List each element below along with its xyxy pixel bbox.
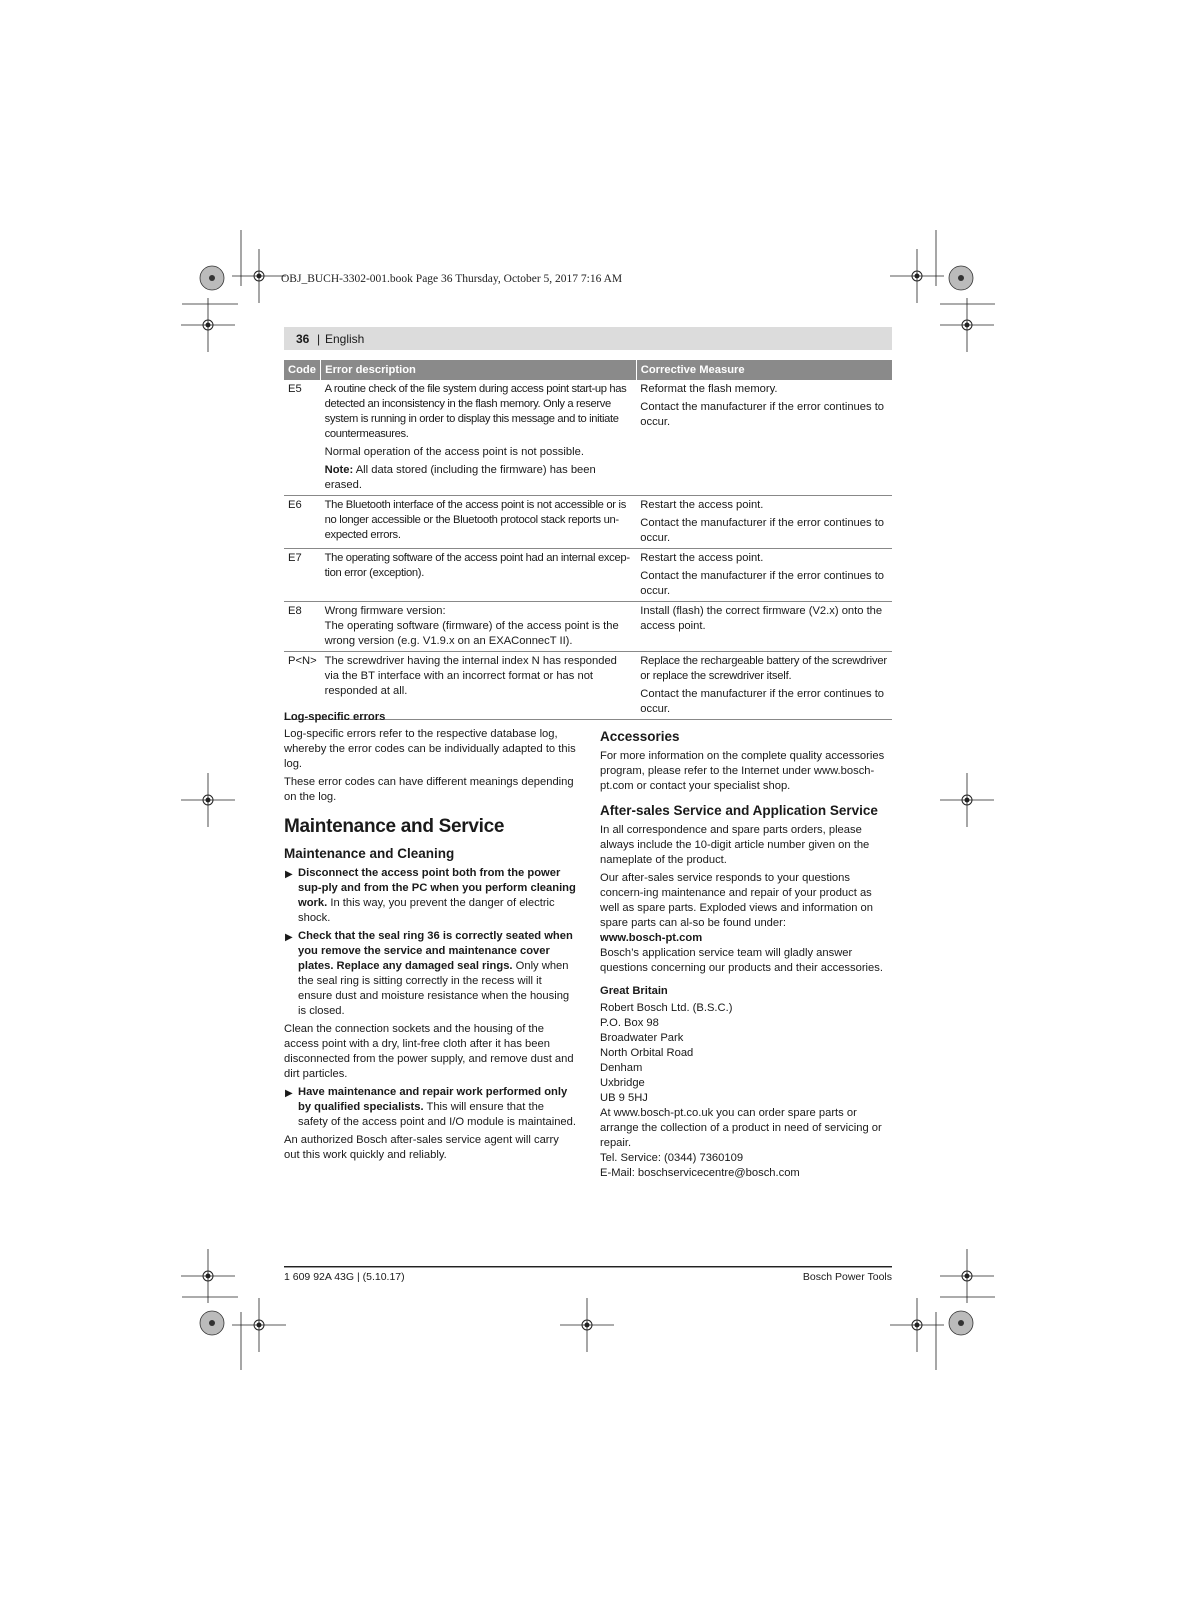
tel-service: Tel. Service: (0344) 7360109	[600, 1152, 744, 1164]
description-text: Normal operation of the access point is not possible.	[324, 446, 584, 458]
measure-text: Contact the manufacturer if the error continues to occur.	[640, 517, 885, 544]
corrective-measure	[636, 380, 892, 496]
column-header-description: Error description	[321, 360, 637, 380]
address-line: Robert Bosch Ltd. (B.S.C.)	[600, 1002, 733, 1014]
after-sales-paragraph: Our after-sales service responds to your questions concern-ing maintenance and repair of your product as well as spare parts. Exploded views and information on spare parts can al-so be found under:	[600, 872, 873, 929]
great-britain-heading: Great Britain	[600, 985, 668, 997]
error-description	[321, 549, 637, 602]
error-code: E7	[284, 549, 321, 602]
table-row	[284, 549, 892, 602]
corrective-measure	[636, 652, 892, 720]
measure-text: Restart the access point.	[640, 552, 764, 564]
address-line: UB 9 5HJ	[600, 1092, 648, 1104]
description-text: Wrong firmware version:	[324, 605, 446, 617]
error-code: E8	[284, 602, 321, 652]
description-text: The screwdriver having the internal index N has responded via the BT interface with an incorrect format or has not responded at all.	[324, 655, 617, 697]
error-code: E5	[284, 380, 321, 496]
measure-text: Replace the rechargeable battery of the screwdriver or replace the screwdriver itself.	[640, 655, 887, 682]
bullet-item	[284, 866, 576, 926]
bullet-arrow-icon: ▶	[285, 1088, 293, 1099]
log-errors-paragraph: These error codes can have different meanings depending on the log.	[284, 776, 574, 803]
error-code: E6	[284, 496, 321, 549]
address-line: Uxbridge	[600, 1077, 645, 1089]
measure-text: Contact the manufacturer if the error continues to occur.	[640, 570, 885, 597]
description-text: A routine check of the file system during access point start-up has detected an inconsistency in the flash memory. Only a reserve system is running in order to display this message and to initiate countermeasures.	[324, 383, 627, 440]
table-row	[284, 380, 892, 496]
bullet-bold-text: Have maintenance and repair work performed only by qualified specialists.	[298, 1086, 568, 1113]
address-line: Denham	[600, 1062, 643, 1074]
address-line: P.O. Box 98	[600, 1017, 659, 1029]
bullet-bold-text: Disconnect the access point both from the power sup-ply and from the PC when you perform cleaning work.	[298, 867, 576, 909]
maintenance-service-heading: Maintenance and Service	[284, 816, 505, 837]
email-contact: E-Mail: boschservicecentre@bosch.com	[600, 1167, 800, 1179]
log-errors-paragraph: Log-specific errors refer to the respective database log, whereby the error codes can be individually adapted to this log.	[284, 728, 576, 770]
description-note	[325, 463, 633, 493]
page-number: 36	[296, 332, 310, 346]
bullet-text: This will ensure that the safety of the access point and I/O module is maintained.	[298, 1101, 576, 1128]
error-code: P<N>	[284, 652, 321, 720]
description-text: The operating software (firmware) of the access point is the wrong version (e.g. V1.9.x on an EXAConnecT II).	[324, 620, 619, 647]
bullet-text: Only when the seal ring is sitting correctly in the recess will it ensure dust and moisture resistance when the housing is closed.	[298, 960, 570, 1017]
after-sales-heading: After-sales Service and Application Service	[600, 803, 878, 818]
measure-text: Contact the manufacturer if the error continues to occur.	[640, 401, 885, 428]
error-table	[284, 360, 892, 720]
after-sales-paragraph: Bosch’s application service team will gladly answer questions concerning our products and their accessories.	[600, 947, 883, 974]
bullet-item	[284, 929, 576, 1019]
bullet-arrow-icon: ▶	[285, 932, 293, 943]
note-text: All data stored (including the firmware) has been erased.	[324, 464, 596, 491]
bosch-url-link[interactable]: www.bosch-pt.com	[600, 932, 703, 944]
measure-text: Install (flash) the correct firmware (V2.x) onto the access point.	[640, 605, 883, 632]
note-label: Note:	[324, 464, 354, 476]
bullet-text: In this way, you prevent the danger of electric shock.	[298, 897, 555, 924]
footer-document-number: 1 609 92A 43G | (5.10.17)	[284, 1271, 405, 1283]
right-column	[600, 729, 892, 1181]
maintenance-cleaning-heading: Maintenance and Cleaning	[284, 846, 455, 861]
header-language: English	[325, 332, 365, 346]
error-description	[321, 496, 637, 549]
description-text: The operating software of the access point had an internal excep-tion error (exception).	[324, 552, 630, 579]
measure-text: Restart the access point.	[640, 499, 764, 511]
footer-rule-thin	[284, 1267, 892, 1268]
error-description	[321, 380, 637, 496]
corrective-measure	[636, 602, 892, 652]
left-column	[284, 710, 576, 1166]
corrective-measure	[636, 549, 892, 602]
file-slug: OBJ_BUCH-3302-001.book Page 36 Thursday, October 5, 2017 7:16 AM	[281, 273, 623, 285]
service-agent-paragraph: An authorized Bosch after-sales service agent will carry out this work quickly and reliably.	[284, 1134, 559, 1161]
bullet-arrow-icon: ▶	[285, 869, 293, 880]
measure-text: Reformat the flash memory.	[640, 383, 778, 395]
measure-text: Contact the manufacturer if the error continues to occur.	[640, 688, 885, 715]
bullet-item	[284, 1085, 576, 1130]
error-description	[321, 602, 637, 652]
address-line: Broadwater Park	[600, 1032, 684, 1044]
table-row	[284, 496, 892, 549]
accessories-heading: Accessories	[600, 729, 680, 744]
accessories-paragraph: For more information on the complete quality accessories program, please refer to the Internet under www.bosch-pt.com or contact your specialist shop.	[600, 750, 885, 792]
description-text: The Bluetooth interface of the access point is not accessible or is no longer accessible or the Bluetooth protocol stack reports un-expected errors.	[324, 499, 627, 541]
cleaning-paragraph: Clean the connection sockets and the housing of the access point with a dry, lint-free cloth after it has been disconnected from the power supply, and remove dust and dirt particles.	[284, 1023, 574, 1080]
log-errors-heading: Log-specific errors	[284, 711, 386, 723]
page-header	[284, 327, 892, 350]
gb-paragraph: At www.bosch-pt.co.uk you can order spare parts or arrange the collection of a product in need of servicing or repair.	[600, 1107, 882, 1149]
address-line: North Orbital Road	[600, 1047, 694, 1059]
after-sales-paragraph: In all correspondence and spare parts orders, please always include the 10-digit article number given on the nameplate of the product.	[600, 824, 870, 866]
header-separator: |	[317, 332, 321, 346]
footer-brand: Bosch Power Tools	[802, 1271, 892, 1283]
column-header-measure: Corrective Measure	[636, 360, 892, 380]
column-header-code: Code	[284, 360, 321, 380]
address-block	[600, 1001, 892, 1106]
bullet-bold-text: Check that the seal ring 36 is correctly seated when you remove the service and maintenance cover plates. Replace any damaged seal rings.	[298, 930, 573, 972]
corrective-measure	[636, 496, 892, 549]
table-header-row	[284, 360, 892, 380]
table-row	[284, 602, 892, 652]
